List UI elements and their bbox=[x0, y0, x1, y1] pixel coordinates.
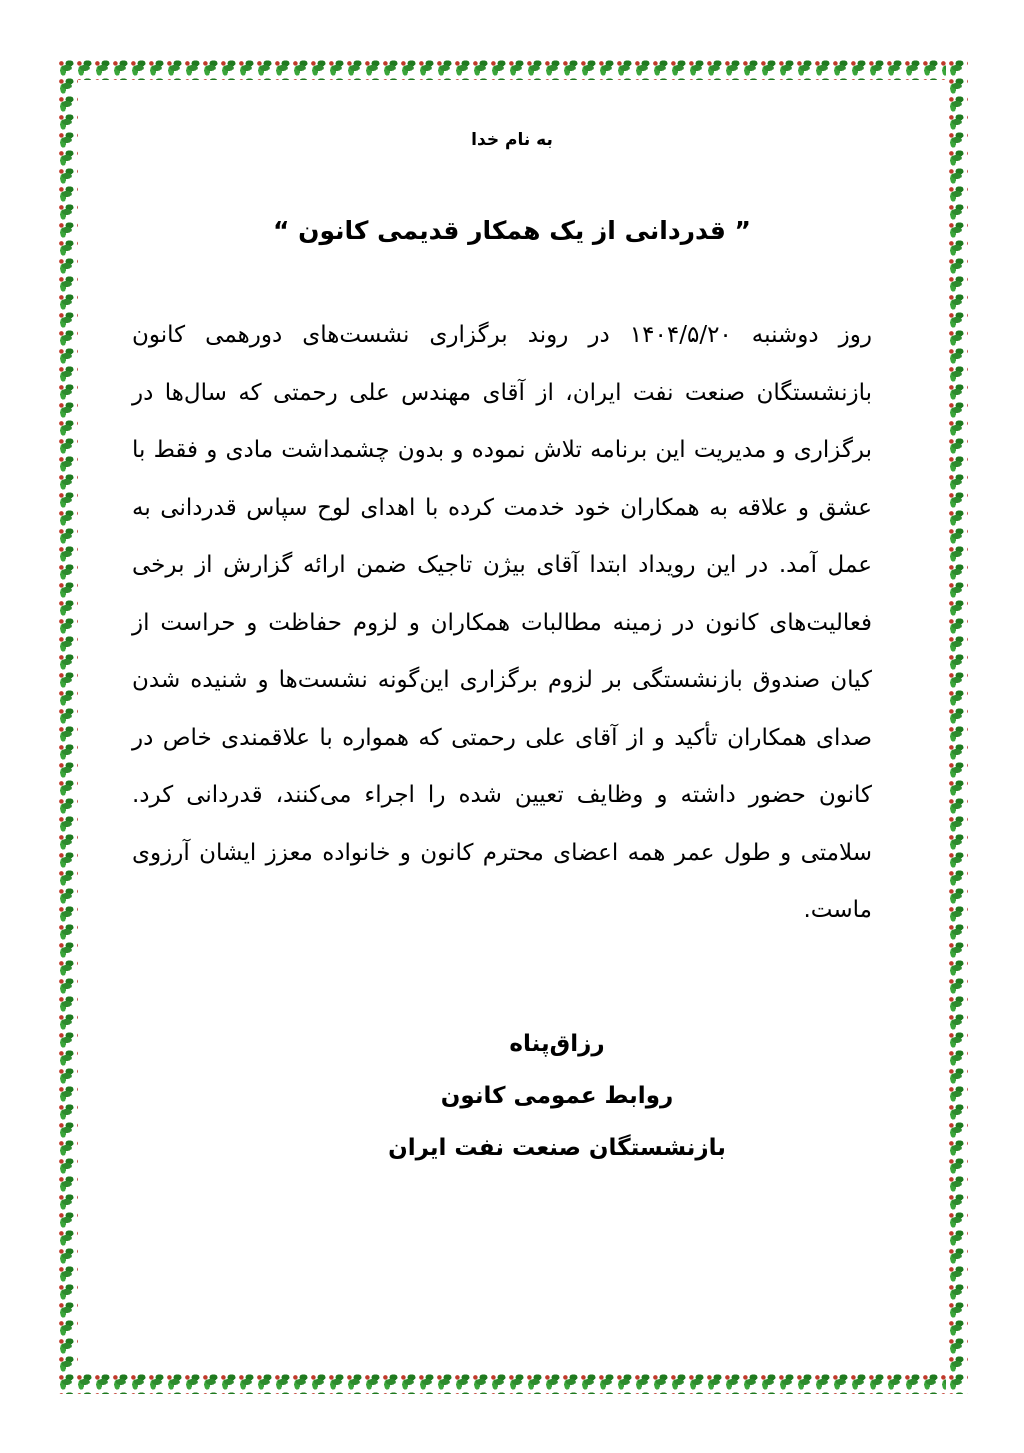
body-paragraph: روز دوشنبه ۱۴۰۴/۵/۲۰ در روند برگزاری نشست‌های دورهمی کانون بازنشستگان صنعت نفت ایران، از آقای مهندس علی رحمتی که سال‌ها در برگزاری و مدیریت این برنامه تلاش نموده و بدون چشمداشت مادی و فقط با عشق و علاقه به همکاران خود خدمت کرده با اهدای لوح سپاس قدردانی به عمل آمد. در این رویداد ابتدا آقای بیژن تاجیک ضمن ارائه گزارش از برخی فعالیت‌های کانون در زمینه مطالبات همکاران و لزوم حفاظت و حراست از کیان صندوق بازنشستگی بر لزوم برگزاری این‌گونه نشست‌ها و شنیده شدن صدای همکاران تأکید و از آقای علی رحمتی که همواره با علاقمندی خاص در کانون حضور داشته و وظایف تعیین شده را اجراء می‌کنند، قدردانی کرد. سلامتی و طول عمر همه اعضای محترم کانون و خانواده معزز ایشان آرزوی ماست. bbox=[132, 322, 872, 923]
decorative-border-top bbox=[56, 58, 968, 80]
decorative-border-right bbox=[946, 58, 968, 1394]
signature-name: رزاق‌پناه bbox=[509, 1030, 605, 1057]
signature-organization: بازنشستگان صنعت نفت ایران bbox=[388, 1134, 726, 1161]
decorative-border-bottom bbox=[56, 1372, 968, 1394]
bismillah-heading: به نام خدا bbox=[471, 130, 553, 150]
signature-block bbox=[120, 1018, 904, 1174]
signature-role: روابط عمومی کانون bbox=[440, 1082, 674, 1109]
document-title: ” قدردانی از یک همکار قدیمی کانون “ bbox=[272, 216, 751, 245]
document-content bbox=[120, 120, 904, 1174]
decorative-border-left bbox=[56, 58, 78, 1394]
